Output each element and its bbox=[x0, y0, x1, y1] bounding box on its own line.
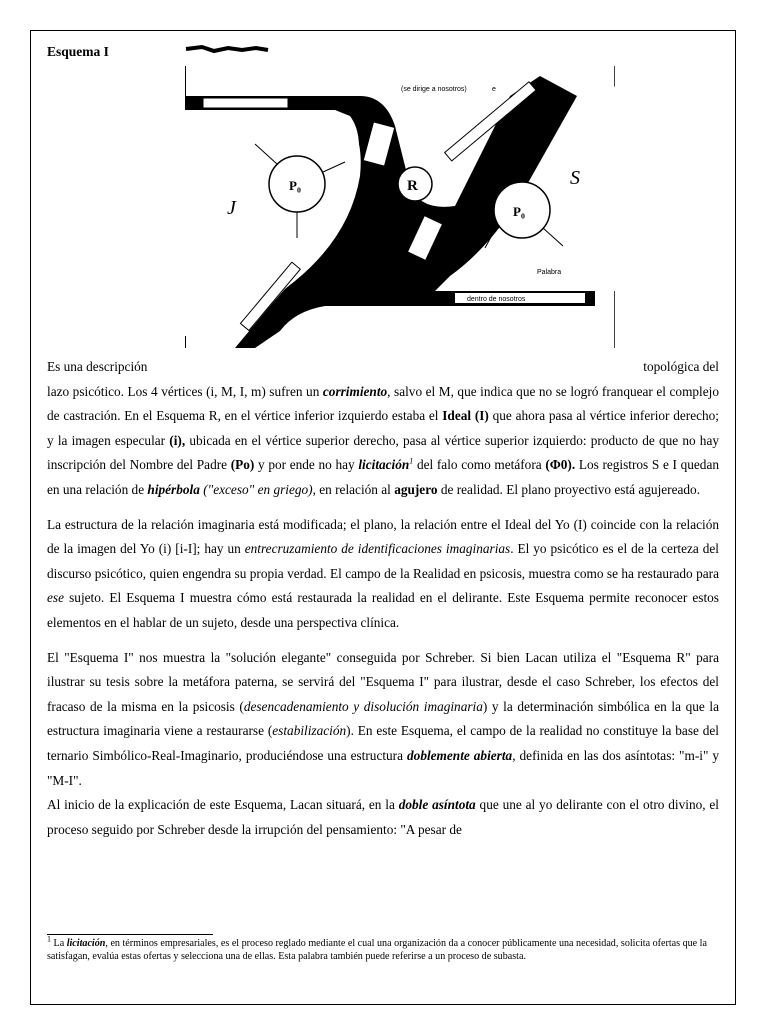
emphasis: doblemente abierta bbox=[407, 747, 513, 763]
text-span: lazo psicótico. Los 4 vértices (i, M, I, m) sufren un bbox=[47, 383, 323, 399]
page-title: Esquema I bbox=[47, 44, 109, 59]
emphasis: (Φ0). bbox=[545, 457, 576, 473]
emphasis: agujero bbox=[394, 481, 438, 497]
emphasis: hipérbola bbox=[147, 481, 200, 497]
center-circle bbox=[398, 167, 432, 201]
emphasis: desencadenamiento y disolución imaginaria bbox=[243, 698, 483, 714]
emphasis: Ideal (I) bbox=[442, 408, 489, 424]
paragraph-4 bbox=[47, 793, 719, 842]
first-line-right: topológica del bbox=[643, 359, 719, 374]
text-span: que une al yo delirante con el otro divino, el proceso seguido por Schreber desde la irrupción del pensamiento: "A pesar de bbox=[47, 797, 720, 837]
text-span: , en relación al bbox=[312, 481, 395, 497]
footnote-number: 1 bbox=[47, 934, 51, 944]
top-label-mark: e bbox=[492, 86, 496, 93]
text-span: , definida en las dos asíntotas: "m-i" y "M-I". bbox=[47, 747, 720, 788]
footnote bbox=[47, 934, 719, 963]
bottom-label: (ama a su mujer) bbox=[321, 298, 374, 305]
text-span: , salvo el M, que indica que no se logró franquear el complejo de castración. En el Esquema R, en el vértice inferior izquierdo estaba el bbox=[47, 383, 719, 424]
text-span: Los registros S e I quedan en una relación de bbox=[47, 457, 720, 497]
text-span: que ahora pasa al vértice inferior derecho; y la imagen especular bbox=[47, 408, 719, 448]
text-span: sujeto. El Esquema I muestra cómo está restaurada la realidad en el delirante. Este Esquema permite reconocer estos elementos en el hablar de un sujeto, desde una perspectiva clínica. bbox=[47, 590, 719, 630]
bottom-label-mark: e' bbox=[309, 298, 315, 305]
text-span: de realidad. El plano proyectivo está agujereado. bbox=[437, 481, 701, 497]
emphasis: (Po) bbox=[230, 457, 255, 473]
text-span: ). En este Esquema, el campo de la realidad no constituye la base del ternario Simbólico-Real-Imaginario, produciéndose una estructura bbox=[47, 723, 719, 763]
center-circle-label: R bbox=[407, 178, 418, 194]
text-span: El "Esquema I" nos muestra la "solución elegante" conseguida por Schreber. Si bien Lacan utiliza el "Esquema R" para ilustrar su tesis sobre la metáfora paterna, se servirá del "Esquema I" para ilustrar, desde el caso Schreber, los efectos del fracaso de la misma en la psicosis ( bbox=[47, 649, 719, 714]
text-span: ubicada en el vértice superior derecho, pasa al vértice superior izquierdo: producto de que no hay inscripción del Nombre del Padre bbox=[47, 432, 719, 473]
text-span: La bbox=[51, 938, 67, 949]
paragraph-1 bbox=[47, 355, 719, 503]
paragraph-1-first-line bbox=[47, 355, 719, 380]
left-script-letter: J bbox=[227, 197, 236, 219]
emphasis: entrecruzamiento de identificaciones imaginarias bbox=[244, 541, 511, 557]
emphasis: corrimiento bbox=[322, 383, 388, 399]
paragraph-3 bbox=[47, 646, 719, 794]
right-script-letter: S bbox=[570, 167, 580, 189]
text-span: La estructura de la relación imaginaria está modificada; el plano, la relación entre el Ideal del Yo (I) coincide con la relación de la imagen del Yo (i) [i-I]; hay un bbox=[47, 516, 719, 557]
emphasis: doble asíntota bbox=[398, 797, 476, 813]
top-left-box bbox=[203, 98, 288, 108]
schema-i-diagram bbox=[185, 66, 615, 348]
left-circle-label: P₀ bbox=[289, 178, 301, 193]
text-span: ) y la determinación simbólica en la que la estructura imaginaria viene a restaurarse ( bbox=[47, 698, 719, 739]
bottom-strip-label: dentro de nosotros bbox=[467, 296, 526, 303]
emphasis: ("exceso" en griego) bbox=[203, 481, 313, 497]
scribble-mark bbox=[184, 44, 270, 54]
text-span: , en términos empresariales, es el proceso reglado mediante el cual una organización da a conocer públicamente una necesidad, solicita ofertas que la satisfagan, evalúa estas ofertas y selecciona una de ellas. Esta palabra también puede referirse a un proceso de subasta. bbox=[47, 938, 707, 963]
emphasis: ese bbox=[47, 590, 64, 606]
footnote-mark: 1 bbox=[409, 456, 414, 466]
text-span: Al inicio de la explicación de este Esquema, Lacan situará, en la bbox=[47, 797, 399, 813]
first-line-left: Es una descripción bbox=[47, 359, 148, 374]
footnote-rule bbox=[47, 934, 213, 935]
emphasis: (i), bbox=[169, 432, 186, 448]
bottom-right-label: Palabra bbox=[537, 269, 562, 276]
body-text bbox=[47, 355, 719, 842]
emphasis: licitación bbox=[66, 938, 106, 949]
right-circle-label: P₀ bbox=[513, 204, 525, 219]
text-span: y por ende no hay bbox=[254, 457, 359, 473]
emphasis: licitación bbox=[358, 457, 410, 473]
text-span: . El yo psicótico es el de la certeza del discurso psicótico, quien engendra su propia verdad. El campo de la Realidad en psicosis, muestra como se ha restaurado para bbox=[47, 541, 719, 581]
emphasis: estabilización bbox=[272, 723, 347, 739]
text-span: del falo como metáfora bbox=[413, 457, 546, 473]
top-label: (se dirige a nosotros) bbox=[401, 86, 467, 93]
paragraph-2 bbox=[47, 513, 719, 636]
